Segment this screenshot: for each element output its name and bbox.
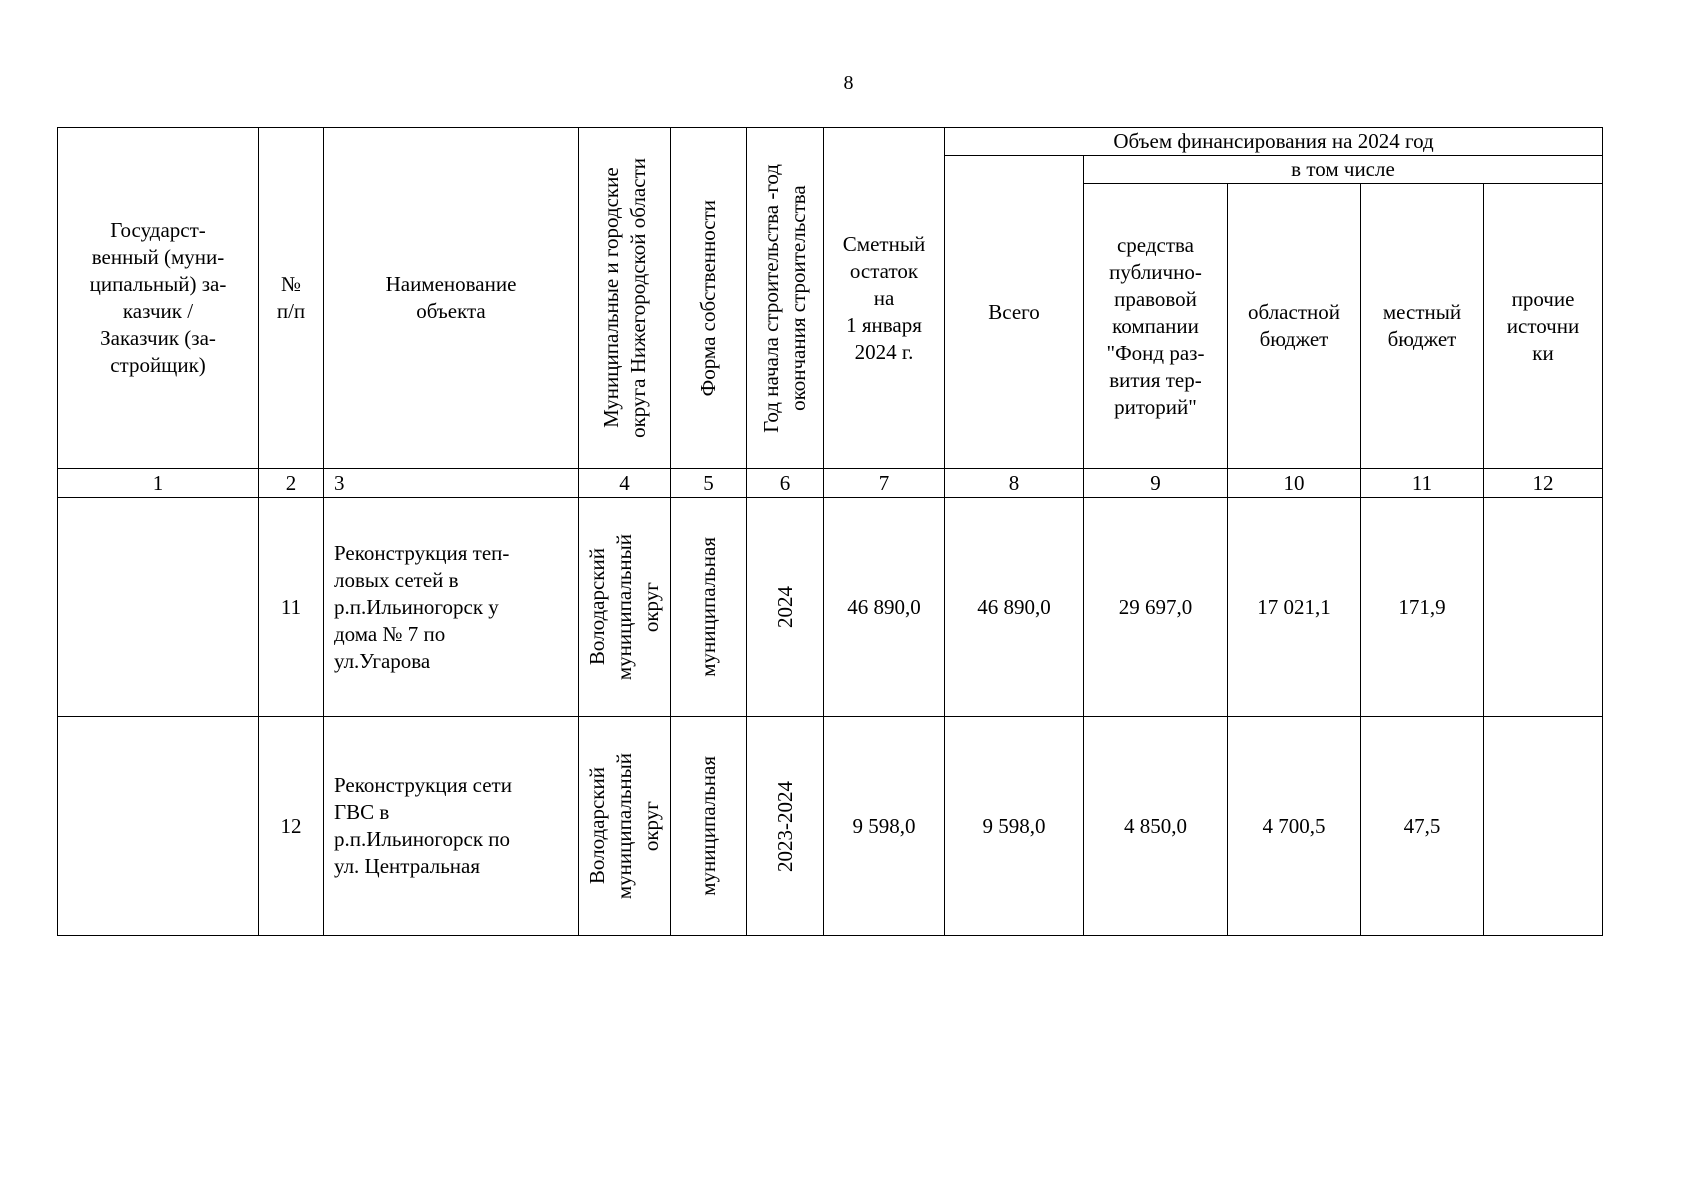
header-object-name: Наименование объекта xyxy=(324,128,579,469)
header-ownership xyxy=(671,128,747,469)
row-other xyxy=(1484,498,1603,717)
header-number: № п/п xyxy=(259,128,324,469)
financing-table xyxy=(57,127,1603,936)
row-fund: 29 697,0 xyxy=(1084,498,1228,717)
row-years xyxy=(747,498,824,717)
column-number: 2 xyxy=(259,469,324,498)
row-district-text: Володарский муниципальный округ xyxy=(585,533,663,681)
column-number: 3 xyxy=(324,469,579,498)
header-years xyxy=(747,128,824,469)
row-fund: 4 850,0 xyxy=(1084,717,1228,936)
header-including: в том числе xyxy=(1084,156,1603,184)
row-estimate: 9 598,0 xyxy=(824,717,945,936)
header-ownership-text: Форма собственности xyxy=(696,199,720,397)
column-number: 6 xyxy=(747,469,824,498)
header-total: Всего xyxy=(945,156,1084,469)
header-district-text: Муниципальные и городские округа Нижегородской области xyxy=(598,158,650,438)
column-number: 10 xyxy=(1228,469,1361,498)
row-local: 47,5 xyxy=(1361,717,1484,936)
column-number: 11 xyxy=(1361,469,1484,498)
row-number: 11 xyxy=(259,498,324,717)
header-years-text: Год начала строительства -год окончания строительства xyxy=(759,163,810,433)
row-object-name: Реконструкция теп- ловых сетей в р.п.Ильиногорск у дома № 7 по ул.Угарова xyxy=(324,498,579,717)
row-customer xyxy=(58,717,259,936)
header-customer: Государст- венный (муни- ципальный) за- казчик / Заказчик (за- стройщик) xyxy=(58,128,259,469)
row-total: 46 890,0 xyxy=(945,498,1084,717)
header-estimate: Сметный остаток на 1 января 2024 г. xyxy=(824,128,945,469)
row-local: 171,9 xyxy=(1361,498,1484,717)
row-regional: 4 700,5 xyxy=(1228,717,1361,936)
row-district-text: Володарский муниципальный округ xyxy=(585,752,663,900)
header-regional: областной бюджет xyxy=(1228,184,1361,469)
column-number-row xyxy=(58,469,1603,498)
row-object-name: Реконструкция сети ГВС в р.п.Ильиногорск по ул. Центральная xyxy=(324,717,579,936)
column-number: 5 xyxy=(671,469,747,498)
column-number: 9 xyxy=(1084,469,1228,498)
row-ownership-text: муниципальная xyxy=(696,537,720,677)
header-fund: средства публично- правовой компании "Фонд раз- вития тер- риторий" xyxy=(1084,184,1228,469)
header-other: прочие источни ки xyxy=(1484,184,1603,469)
header-district xyxy=(579,128,671,469)
row-ownership-text: муниципальная xyxy=(696,756,720,896)
row-years-text: 2024 xyxy=(772,586,797,628)
row-total: 9 598,0 xyxy=(945,717,1084,936)
column-number: 7 xyxy=(824,469,945,498)
row-years xyxy=(747,717,824,936)
table-row xyxy=(58,498,1603,717)
column-number: 8 xyxy=(945,469,1084,498)
row-years-text: 2023-2024 xyxy=(772,780,797,872)
header-financing: Объем финансирования на 2024 год xyxy=(945,128,1603,156)
row-other xyxy=(1484,717,1603,936)
row-number: 12 xyxy=(259,717,324,936)
row-district xyxy=(579,498,671,717)
header-local: местный бюджет xyxy=(1361,184,1484,469)
row-customer xyxy=(58,498,259,717)
row-ownership xyxy=(671,717,747,936)
row-ownership xyxy=(671,498,747,717)
row-regional: 17 021,1 xyxy=(1228,498,1361,717)
column-number: 1 xyxy=(58,469,259,498)
column-number: 12 xyxy=(1484,469,1603,498)
page-number: 8 xyxy=(843,72,854,94)
row-district xyxy=(579,717,671,936)
table-row xyxy=(58,717,1603,936)
row-estimate: 46 890,0 xyxy=(824,498,945,717)
column-number: 4 xyxy=(579,469,671,498)
